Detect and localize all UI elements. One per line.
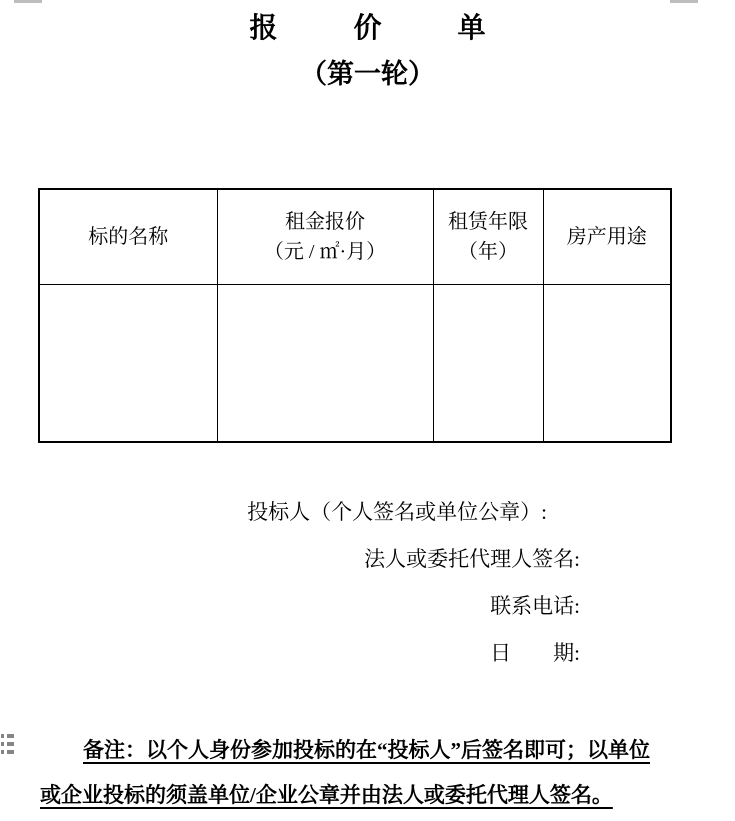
cell-rent-quote-input[interactable] bbox=[217, 285, 433, 443]
top-edge-artifact-right bbox=[670, 0, 698, 3]
margin-revision-mark bbox=[0, 750, 16, 754]
quotation-table bbox=[38, 188, 672, 443]
header-label: 房产用途 bbox=[566, 226, 647, 248]
header-label-unit: （年） bbox=[458, 241, 518, 263]
page-title: 报价单 bbox=[249, 13, 562, 44]
header-cell-rent-quote bbox=[217, 189, 433, 285]
cell-subject-name-input[interactable] bbox=[39, 285, 217, 443]
header-label: 租赁年限 bbox=[448, 211, 528, 233]
cell-property-use-input[interactable] bbox=[543, 285, 671, 443]
remark-note-line: 备注：以个人身份参加投标的在“投标人”后签名即可；以单位 bbox=[83, 738, 650, 762]
table-header-row bbox=[39, 189, 671, 285]
page-subtitle: （第一轮） bbox=[300, 59, 435, 89]
margin-revision-mark bbox=[0, 742, 16, 746]
agent-signature-line: 法人或委托代理人签名: bbox=[364, 547, 580, 571]
date-line: 日 期: bbox=[490, 641, 580, 665]
table-row bbox=[39, 285, 671, 443]
header-label: 标的名称 bbox=[88, 226, 169, 248]
remark-note-line: 或企业投标的须盖单位/企业公章并由法人或委托代理人签名。 bbox=[40, 783, 613, 807]
remark-note bbox=[40, 728, 674, 818]
contact-phone-line: 联系电话: bbox=[490, 594, 580, 618]
header-label: 租金报价 bbox=[285, 211, 365, 233]
header-cell-property-use bbox=[543, 189, 671, 285]
margin-revision-mark bbox=[0, 734, 16, 738]
header-cell-subject-name bbox=[39, 189, 217, 285]
cell-lease-term-input[interactable] bbox=[433, 285, 543, 443]
bidder-signature-line: 投标人（个人签名或单位公章）: bbox=[247, 500, 547, 524]
header-label-unit: （元 / ㎡·月） bbox=[263, 241, 387, 263]
header-cell-lease-term bbox=[433, 189, 543, 285]
top-edge-artifact-left bbox=[14, 0, 42, 3]
